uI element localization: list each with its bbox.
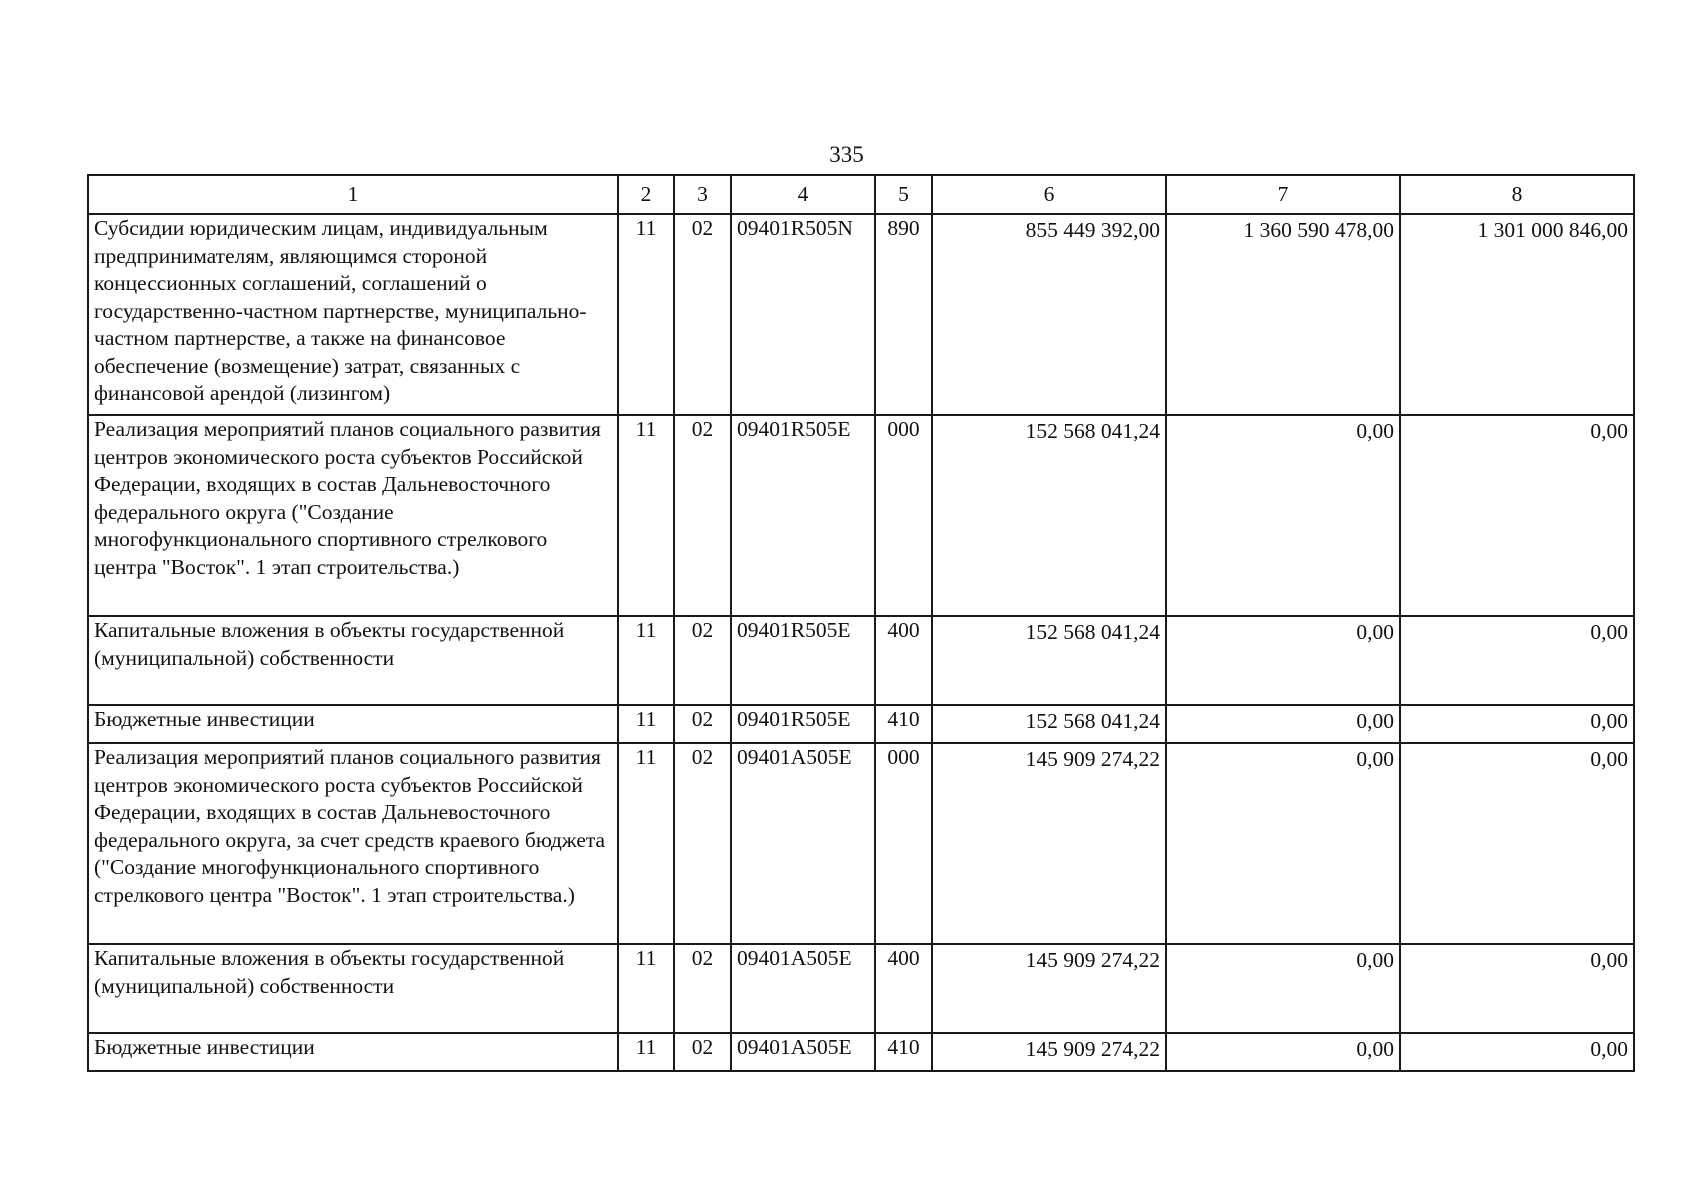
column-header: 4 — [731, 175, 875, 214]
amount-col8: 0,00 — [1400, 415, 1634, 616]
table-row — [88, 616, 1634, 705]
amount-col6: 145 909 274,22 — [932, 944, 1166, 1033]
amount-col7: 1 360 590 478,00 — [1166, 214, 1400, 415]
amount-col6: 855 449 392,00 — [932, 214, 1166, 415]
column-header: 1 — [88, 175, 618, 214]
subsection-code: 02 — [674, 1033, 731, 1071]
target-article-code: 09401R505E — [731, 415, 875, 616]
amount-col6: 152 568 041,24 — [932, 705, 1166, 743]
amount-col7: 0,00 — [1166, 415, 1400, 616]
target-article-code: 09401R505E — [731, 616, 875, 705]
section-code: 11 — [618, 415, 674, 616]
target-article-code: 09401R505E — [731, 705, 875, 743]
target-article-code: 09401A505E — [731, 944, 875, 1033]
amount-col7: 0,00 — [1166, 705, 1400, 743]
row-name: Капитальные вложения в объекты государственной (муниципальной) собственности — [88, 944, 618, 1033]
amount-col6: 152 568 041,24 — [932, 616, 1166, 705]
expense-type-code: 400 — [875, 944, 932, 1033]
row-name: Субсидии юридическим лицам, индивидуальным предпринимателям, являющимся стороной концессионных соглашений, соглашений о государственно-частном партнерстве, муниципально-частном партнерстве, а также на финансовое обеспечение (возмещение) затрат, связанных с финансовой арендой (лизингом) — [88, 214, 618, 415]
subsection-code: 02 — [674, 616, 731, 705]
table-row — [88, 743, 1634, 944]
section-code: 11 — [618, 705, 674, 743]
table-row — [88, 214, 1634, 415]
target-article-code: 09401A505E — [731, 743, 875, 944]
table-row — [88, 705, 1634, 743]
subsection-code: 02 — [674, 214, 731, 415]
row-name: Реализация мероприятий планов социального развития центров экономического роста субъектов Российской Федерации, входящих в состав Дальневосточного федерального округа ("Создание многофункционального спортивного стрелкового центра "Восток". 1 этап строительства.) — [88, 415, 618, 616]
column-header: 8 — [1400, 175, 1634, 214]
amount-col7: 0,00 — [1166, 616, 1400, 705]
amount-col8: 0,00 — [1400, 616, 1634, 705]
subsection-code: 02 — [674, 743, 731, 944]
amount-col8: 0,00 — [1400, 705, 1634, 743]
expense-type-code: 000 — [875, 415, 932, 616]
row-name: Реализация мероприятий планов социального развития центров экономического роста субъектов Российской Федерации, входящих в состав Дальневосточного федерального округа, за счет средств краевого бюджета ("Создание многофункционального спортивного стрелкового центра "Восток". 1 этап строительства.) — [88, 743, 618, 944]
section-code: 11 — [618, 944, 674, 1033]
page-number: 335 — [829, 142, 864, 167]
header-row — [88, 175, 1634, 214]
amount-col7: 0,00 — [1166, 1033, 1400, 1071]
expense-type-code: 400 — [875, 616, 932, 705]
amount-col6: 145 909 274,22 — [932, 743, 1166, 944]
column-header: 2 — [618, 175, 674, 214]
amount-col8: 0,00 — [1400, 944, 1634, 1033]
section-code: 11 — [618, 616, 674, 705]
expense-type-code: 890 — [875, 214, 932, 415]
amount-col8: 0,00 — [1400, 1033, 1634, 1071]
subsection-code: 02 — [674, 415, 731, 616]
amount-col6: 152 568 041,24 — [932, 415, 1166, 616]
subsection-code: 02 — [674, 705, 731, 743]
table-row — [88, 1033, 1634, 1071]
amount-col7: 0,00 — [1166, 944, 1400, 1033]
expense-type-code: 000 — [875, 743, 932, 944]
amount-col8: 0,00 — [1400, 743, 1634, 944]
row-name: Капитальные вложения в объекты государственной (муниципальной) собственности — [88, 616, 618, 705]
amount-col7: 0,00 — [1166, 743, 1400, 944]
budget-table — [87, 174, 1635, 1072]
section-code: 11 — [618, 743, 674, 944]
section-code: 11 — [618, 214, 674, 415]
expense-type-code: 410 — [875, 705, 932, 743]
column-header: 6 — [932, 175, 1166, 214]
table-row — [88, 415, 1634, 616]
row-name: Бюджетные инвестиции — [88, 705, 618, 743]
row-name: Бюджетные инвестиции — [88, 1033, 618, 1071]
expense-type-code: 410 — [875, 1033, 932, 1071]
subsection-code: 02 — [674, 944, 731, 1033]
column-header: 7 — [1166, 175, 1400, 214]
amount-col8: 1 301 000 846,00 — [1400, 214, 1634, 415]
table-row — [88, 944, 1634, 1033]
target-article-code: 09401A505E — [731, 1033, 875, 1071]
column-header: 3 — [674, 175, 731, 214]
amount-col6: 145 909 274,22 — [932, 1033, 1166, 1071]
column-header: 5 — [875, 175, 932, 214]
section-code: 11 — [618, 1033, 674, 1071]
target-article-code: 09401R505N — [731, 214, 875, 415]
